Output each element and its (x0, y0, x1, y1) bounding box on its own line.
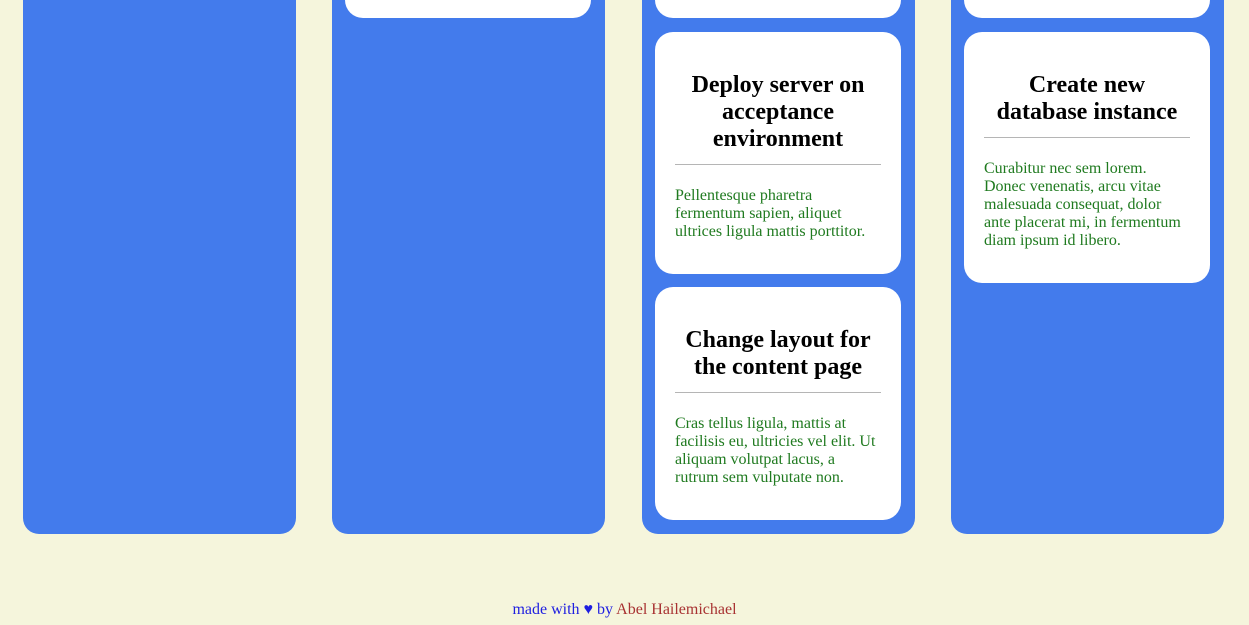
task-card-description: Curabitur nec sem lorem. Donec venenatis, arcu vitae malesuada consequat, dolor ante placerat mi, in fermentum diam ipsum id libero. (984, 160, 1181, 249)
board-column-4 (951, 0, 1224, 534)
task-card-title: Change layout for the content page (685, 327, 871, 380)
task-card-title: Deploy server on acceptance environment (691, 72, 865, 152)
task-card-divider (675, 392, 881, 393)
task-card-partial[interactable] (345, 0, 591, 18)
task-card-title: Create new database instance (996, 72, 1178, 125)
task-card-description: Pellentesque pharetra fermentum sapien, aliquet ultrices ligula mattis porttitor. (675, 187, 866, 240)
footer-by: by (597, 601, 614, 618)
task-card-partial[interactable] (655, 0, 901, 18)
task-card-partial[interactable] (964, 0, 1210, 18)
task-card-divider (984, 137, 1190, 138)
task-card[interactable] (655, 32, 901, 274)
task-card[interactable] (964, 32, 1210, 283)
task-card-description: Cras tellus ligula, mattis at facilisis eu, ultricies vel elit. Ut aliquam volutpat lacus, a rutrum sem vulputate non. (675, 415, 876, 486)
heart-icon: ♥ (583, 601, 594, 618)
footer (0, 600, 1249, 620)
task-card[interactable] (655, 287, 901, 520)
footer-made-with: made with (512, 601, 580, 618)
board-column-1 (23, 0, 296, 534)
footer-author-link[interactable]: Abel Hailemichael (616, 601, 737, 618)
task-card-divider (675, 164, 881, 165)
board-column-2 (332, 0, 605, 534)
board-column-3 (642, 0, 915, 534)
